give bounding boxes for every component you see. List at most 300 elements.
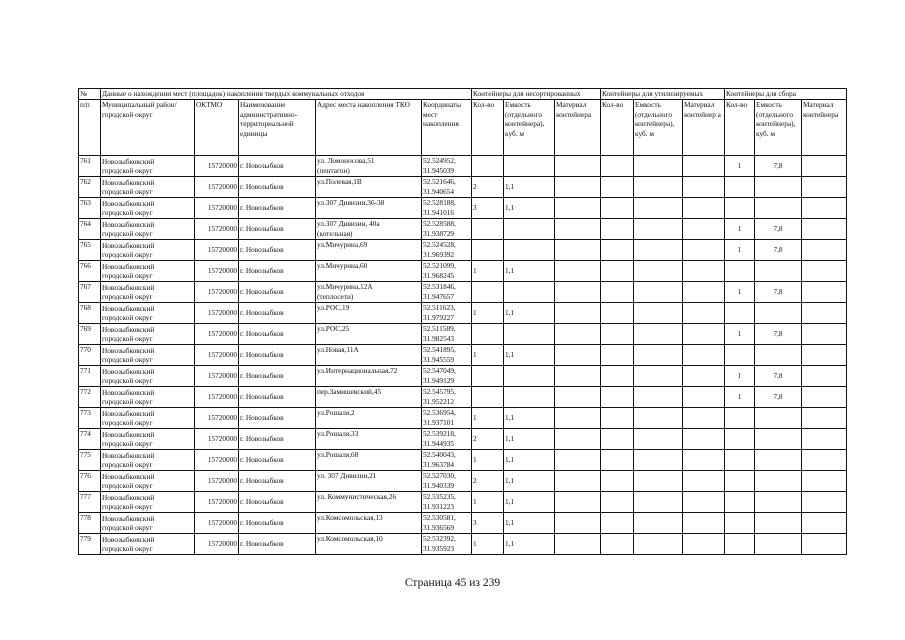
row-material-recycle <box>683 513 725 534</box>
row-material-recycle <box>683 219 725 240</box>
row-volume-collect <box>755 534 802 555</box>
row-material-unsorted <box>555 156 601 177</box>
row-number: 764 <box>79 219 101 240</box>
row-city: г. Новозыбков <box>239 324 316 345</box>
row-count-collect <box>725 198 755 219</box>
row-count-unsorted: 2 <box>472 177 504 198</box>
row-address: пер.Замишевский,45 <box>316 387 422 408</box>
row-material-unsorted <box>555 303 601 324</box>
row-coords: 52.528588, 31.938729 <box>422 219 472 240</box>
row-volume-unsorted <box>504 366 555 387</box>
row-material-collect <box>802 177 847 198</box>
row-count-recycle <box>601 450 634 471</box>
table-row <box>79 282 847 303</box>
row-volume-recycle <box>634 429 683 450</box>
row-region: Новозыбковский городской округ <box>101 282 195 303</box>
row-address: ул.Комсомольская,13 <box>316 513 422 534</box>
table-row <box>79 177 847 198</box>
row-volume-collect: 7,8 <box>755 387 802 408</box>
row-coords: 52.531846, 31.947657 <box>422 282 472 303</box>
row-volume-unsorted: 1,1 <box>504 198 555 219</box>
row-number: 771 <box>79 366 101 387</box>
row-count-recycle <box>601 156 634 177</box>
row-volume-unsorted: 1,1 <box>504 513 555 534</box>
row-material-collect <box>802 534 847 555</box>
row-city: г. Новозыбков <box>239 492 316 513</box>
row-count-collect: 1 <box>725 324 755 345</box>
row-material-recycle <box>683 282 725 303</box>
row-oktmo: 15720000 <box>195 534 239 555</box>
row-oktmo: 15720000 <box>195 471 239 492</box>
row-oktmo: 15720000 <box>195 303 239 324</box>
row-number: 767 <box>79 282 101 303</box>
table-row <box>79 345 847 366</box>
row-number: 768 <box>79 303 101 324</box>
table-row <box>79 324 847 345</box>
row-coords: 52.521099, 31.968245 <box>422 261 472 282</box>
row-region: Новозыбковский городской округ <box>101 450 195 471</box>
row-volume-collect <box>755 471 802 492</box>
row-volume-recycle <box>634 177 683 198</box>
row-count-unsorted: 1 <box>472 534 504 555</box>
row-count-collect: 1 <box>725 240 755 261</box>
row-coords: 52.539218, 31.944935 <box>422 429 472 450</box>
row-volume-unsorted: 1,1 <box>504 450 555 471</box>
table-row <box>79 471 847 492</box>
row-address: ул.РОС,25 <box>316 324 422 345</box>
row-count-unsorted: 2 <box>472 429 504 450</box>
row-material-collect <box>802 408 847 429</box>
row-volume-unsorted: 1,1 <box>504 534 555 555</box>
row-count-recycle <box>601 492 634 513</box>
row-volume-collect <box>755 513 802 534</box>
row-number: 761 <box>79 156 101 177</box>
row-volume-unsorted: 1,1 <box>504 471 555 492</box>
row-volume-collect <box>755 492 802 513</box>
row-material-recycle <box>683 303 725 324</box>
row-count-recycle <box>601 345 634 366</box>
row-count-collect: 1 <box>725 156 755 177</box>
row-volume-recycle <box>634 324 683 345</box>
row-material-recycle <box>683 450 725 471</box>
row-count-unsorted: 2 <box>472 471 504 492</box>
table-row <box>79 513 847 534</box>
row-count-unsorted <box>472 219 504 240</box>
row-material-collect <box>802 471 847 492</box>
row-volume-recycle <box>634 387 683 408</box>
row-city: г. Новозыбков <box>239 303 316 324</box>
row-number: 765 <box>79 240 101 261</box>
row-count-collect <box>725 429 755 450</box>
row-volume-recycle <box>634 534 683 555</box>
row-region: Новозыбковский городской округ <box>101 345 195 366</box>
header-volume-recycle: Емкость (отдельного контейнера), куб. м <box>634 100 683 156</box>
row-number: 770 <box>79 345 101 366</box>
row-count-unsorted <box>472 324 504 345</box>
header-num: № <box>79 89 101 100</box>
header-volume-collect: Емкость (отдельного контейнера), куб. м <box>755 100 802 156</box>
row-volume-unsorted <box>504 387 555 408</box>
row-oktmo: 15720000 <box>195 387 239 408</box>
row-material-unsorted <box>555 534 601 555</box>
row-oktmo: 15720000 <box>195 324 239 345</box>
row-count-unsorted: 1 <box>472 492 504 513</box>
row-material-collect <box>802 345 847 366</box>
row-material-unsorted <box>555 387 601 408</box>
row-address: ул.Мичурина,69 <box>316 240 422 261</box>
row-address: ул. Коммунистическая,26 <box>316 492 422 513</box>
row-address: ул.Рошаля,33 <box>316 429 422 450</box>
header-group-main: Данные о нахождении мест (площадок) накопления твердых коммунальных отходов <box>101 89 472 100</box>
row-number: 779 <box>79 534 101 555</box>
row-region: Новозыбковский городской округ <box>101 198 195 219</box>
row-region: Новозыбковский городской округ <box>101 387 195 408</box>
row-material-unsorted <box>555 177 601 198</box>
row-address: ул.Интернациональная,72 <box>316 366 422 387</box>
row-coords: 52.545795, 31.952212 <box>422 387 472 408</box>
row-address: ул.РОС,19 <box>316 303 422 324</box>
row-city: г. Новозыбков <box>239 471 316 492</box>
table-row <box>79 261 847 282</box>
row-volume-recycle <box>634 261 683 282</box>
row-volume-collect <box>755 408 802 429</box>
row-count-unsorted <box>472 156 504 177</box>
row-address: ул.Полевая,1В <box>316 177 422 198</box>
row-volume-unsorted: 1,1 <box>504 408 555 429</box>
row-count-collect: 1 <box>725 387 755 408</box>
row-volume-recycle <box>634 303 683 324</box>
row-count-unsorted: 3 <box>472 198 504 219</box>
row-count-recycle <box>601 429 634 450</box>
row-count-unsorted: 1 <box>472 303 504 324</box>
table-row <box>79 429 847 450</box>
row-address: ул. Ломоносова,51 (пентагон) <box>316 156 422 177</box>
row-count-recycle <box>601 408 634 429</box>
row-material-collect <box>802 240 847 261</box>
row-count-recycle <box>601 303 634 324</box>
row-material-recycle <box>683 156 725 177</box>
row-volume-collect: 7,8 <box>755 282 802 303</box>
row-material-collect <box>802 387 847 408</box>
row-oktmo: 15720000 <box>195 240 239 261</box>
row-city: г. Новозыбков <box>239 429 316 450</box>
row-number: 775 <box>79 450 101 471</box>
row-material-recycle <box>683 429 725 450</box>
row-region: Новозыбковский городской округ <box>101 534 195 555</box>
row-count-collect: 1 <box>725 219 755 240</box>
table-row <box>79 450 847 471</box>
row-number: 772 <box>79 387 101 408</box>
row-number: 773 <box>79 408 101 429</box>
row-coords: 52.547049, 31.949129 <box>422 366 472 387</box>
row-material-collect <box>802 429 847 450</box>
row-material-unsorted <box>555 450 601 471</box>
row-material-collect <box>802 282 847 303</box>
row-region: Новозыбковский городской округ <box>101 513 195 534</box>
row-volume-recycle <box>634 450 683 471</box>
row-count-collect <box>725 450 755 471</box>
header-oktmo: ОКТМО <box>195 100 239 156</box>
row-oktmo: 15720000 <box>195 492 239 513</box>
row-coords: 52.511623, 31.979227 <box>422 303 472 324</box>
row-material-unsorted <box>555 471 601 492</box>
row-city: г. Новозыбков <box>239 450 316 471</box>
row-material-collect <box>802 450 847 471</box>
row-volume-unsorted <box>504 282 555 303</box>
header-region: Муниципальный район/городской округ <box>101 100 195 156</box>
row-volume-unsorted <box>504 156 555 177</box>
row-oktmo: 15720000 <box>195 513 239 534</box>
row-region: Новозыбковский городской округ <box>101 156 195 177</box>
row-volume-unsorted <box>504 240 555 261</box>
row-count-unsorted: 1 <box>472 261 504 282</box>
row-volume-collect: 7,8 <box>755 156 802 177</box>
row-material-recycle <box>683 345 725 366</box>
row-count-unsorted: 3 <box>472 513 504 534</box>
header-material-unsorted: Материал контейнера <box>555 100 601 156</box>
row-count-recycle <box>601 219 634 240</box>
row-coords: 52.528188, 31.941016 <box>422 198 472 219</box>
row-volume-unsorted: 1,1 <box>504 177 555 198</box>
row-count-recycle <box>601 282 634 303</box>
row-count-unsorted: 1 <box>472 450 504 471</box>
row-city: г. Новозыбков <box>239 198 316 219</box>
row-address: ул. 307 Дивизии,21 <box>316 471 422 492</box>
row-count-recycle <box>601 366 634 387</box>
table-row <box>79 219 847 240</box>
row-count-recycle <box>601 324 634 345</box>
row-material-collect <box>802 303 847 324</box>
row-material-unsorted <box>555 345 601 366</box>
row-count-collect <box>725 492 755 513</box>
row-volume-recycle <box>634 408 683 429</box>
row-count-collect <box>725 345 755 366</box>
row-oktmo: 15720000 <box>195 282 239 303</box>
row-count-unsorted <box>472 282 504 303</box>
row-region: Новозыбковский городской округ <box>101 366 195 387</box>
row-address: ул.Мичурина,12А (теплосети) <box>316 282 422 303</box>
row-material-recycle <box>683 177 725 198</box>
row-region: Новозыбковский городской округ <box>101 219 195 240</box>
row-volume-recycle <box>634 156 683 177</box>
row-volume-collect <box>755 261 802 282</box>
row-coords: 52.524528, 31.969392 <box>422 240 472 261</box>
row-volume-collect <box>755 345 802 366</box>
table-row <box>79 240 847 261</box>
row-material-collect <box>802 219 847 240</box>
row-coords: 52.532392, 31.935923 <box>422 534 472 555</box>
row-oktmo: 15720000 <box>195 198 239 219</box>
row-material-recycle <box>683 324 725 345</box>
row-count-unsorted <box>472 240 504 261</box>
row-material-unsorted <box>555 261 601 282</box>
row-material-unsorted <box>555 408 601 429</box>
header-count-unsorted: Кол-во <box>472 100 504 156</box>
row-city: г. Новозыбков <box>239 219 316 240</box>
row-volume-collect: 7,8 <box>755 366 802 387</box>
row-region: Новозыбковский городской округ <box>101 408 195 429</box>
row-count-collect <box>725 471 755 492</box>
row-region: Новозыбковский городской округ <box>101 429 195 450</box>
row-count-collect <box>725 534 755 555</box>
row-address: ул.Рошаля,68 <box>316 450 422 471</box>
row-city: г. Новозыбков <box>239 513 316 534</box>
row-volume-unsorted <box>504 219 555 240</box>
row-oktmo: 15720000 <box>195 177 239 198</box>
row-material-unsorted <box>555 198 601 219</box>
row-city: г. Новозыбков <box>239 408 316 429</box>
table-row <box>79 198 847 219</box>
row-region: Новозыбковский городской округ <box>101 177 195 198</box>
row-coords: 52.511589, 31.982543 <box>422 324 472 345</box>
row-material-recycle <box>683 198 725 219</box>
row-coords: 52.521646, 31.940654 <box>422 177 472 198</box>
row-region: Новозыбковский городской округ <box>101 303 195 324</box>
row-volume-unsorted: 1,1 <box>504 303 555 324</box>
row-address: ул.Рошаля,2 <box>316 408 422 429</box>
row-region: Новозыбковский городской округ <box>101 240 195 261</box>
table-row <box>79 408 847 429</box>
row-count-recycle <box>601 513 634 534</box>
row-coords: 52.527030, 31.940339 <box>422 471 472 492</box>
row-city: г. Новозыбков <box>239 366 316 387</box>
header-address: Адрес места накопления ТКО <box>316 100 422 156</box>
row-material-collect <box>802 156 847 177</box>
row-number: 769 <box>79 324 101 345</box>
row-material-recycle <box>683 261 725 282</box>
row-volume-unsorted: 1,1 <box>504 492 555 513</box>
row-material-unsorted <box>555 492 601 513</box>
table-row <box>79 387 847 408</box>
table-row <box>79 534 847 555</box>
row-volume-recycle <box>634 282 683 303</box>
row-city: г. Новозыбков <box>239 534 316 555</box>
row-count-collect <box>725 513 755 534</box>
row-material-collect <box>802 366 847 387</box>
waste-sites-table <box>78 88 847 555</box>
row-oktmo: 15720000 <box>195 261 239 282</box>
row-volume-collect <box>755 450 802 471</box>
row-material-unsorted <box>555 513 601 534</box>
row-volume-unsorted: 1,1 <box>504 261 555 282</box>
row-region: Новозыбковский городской округ <box>101 261 195 282</box>
table-row <box>79 366 847 387</box>
row-oktmo: 15720000 <box>195 429 239 450</box>
table-row <box>79 492 847 513</box>
row-coords: 52.536954, 31.937101 <box>422 408 472 429</box>
row-coords: 52.535235, 31.931223 <box>422 492 472 513</box>
row-volume-recycle <box>634 471 683 492</box>
row-material-recycle <box>683 534 725 555</box>
row-coords: 52.541895, 31.945559 <box>422 345 472 366</box>
row-city: г. Новозыбков <box>239 261 316 282</box>
header-material-collect: Материал контейнера <box>802 100 847 156</box>
row-material-unsorted <box>555 282 601 303</box>
row-volume-collect <box>755 429 802 450</box>
row-count-recycle <box>601 240 634 261</box>
row-volume-recycle <box>634 198 683 219</box>
row-volume-collect <box>755 177 802 198</box>
row-count-collect <box>725 303 755 324</box>
row-count-collect <box>725 261 755 282</box>
row-count-unsorted <box>472 387 504 408</box>
row-volume-unsorted <box>504 324 555 345</box>
row-coords: 52.524952, 31.945039 <box>422 156 472 177</box>
header-group-unsorted: Контейнеры для несортированных <box>472 89 601 100</box>
header-group-collect: Контейнеры для сбора <box>725 89 847 100</box>
row-material-collect <box>802 261 847 282</box>
row-volume-collect: 7,8 <box>755 240 802 261</box>
row-oktmo: 15720000 <box>195 345 239 366</box>
row-material-unsorted <box>555 219 601 240</box>
row-material-recycle <box>683 408 725 429</box>
row-count-recycle <box>601 177 634 198</box>
row-material-recycle <box>683 471 725 492</box>
header-volume-unsorted: Емкость (отдельного контейнера), куб. м <box>504 100 555 156</box>
row-count-unsorted <box>472 366 504 387</box>
row-material-collect <box>802 492 847 513</box>
row-count-collect: 1 <box>725 366 755 387</box>
header-material-recycle: Материал контейнер а <box>683 100 725 156</box>
row-volume-collect: 7,8 <box>755 324 802 345</box>
row-volume-recycle <box>634 240 683 261</box>
row-address: ул.Комсомольская,10 <box>316 534 422 555</box>
row-city: г. Новозыбков <box>239 156 316 177</box>
row-city: г. Новозыбков <box>239 345 316 366</box>
row-material-collect <box>802 324 847 345</box>
row-volume-recycle <box>634 345 683 366</box>
page-number: Страница 45 из 239 <box>404 577 501 589</box>
row-number: 776 <box>79 471 101 492</box>
row-coords: 52.530581, 31.936569 <box>422 513 472 534</box>
row-count-unsorted: 1 <box>472 345 504 366</box>
row-volume-recycle <box>634 492 683 513</box>
row-city: г. Новозыбков <box>239 387 316 408</box>
row-material-recycle <box>683 387 725 408</box>
row-count-recycle <box>601 387 634 408</box>
row-city: г. Новозыбков <box>239 177 316 198</box>
row-coords: 52.540043, 31.963784 <box>422 450 472 471</box>
row-address: ул.Мичурина,60 <box>316 261 422 282</box>
row-address: ул.307 Дивизии, 40а (котельная) <box>316 219 422 240</box>
row-number: 763 <box>79 198 101 219</box>
row-volume-recycle <box>634 219 683 240</box>
row-oktmo: 15720000 <box>195 219 239 240</box>
row-material-unsorted <box>555 429 601 450</box>
row-count-recycle <box>601 534 634 555</box>
table-row <box>79 303 847 324</box>
row-volume-recycle <box>634 513 683 534</box>
row-number: 778 <box>79 513 101 534</box>
row-number: 774 <box>79 429 101 450</box>
table-row <box>79 156 847 177</box>
header-group-recycle: Контейнеры для утилизируемых <box>601 89 725 100</box>
row-count-collect: 1 <box>725 282 755 303</box>
row-count-recycle <box>601 261 634 282</box>
row-address: ул.Новая,11А <box>316 345 422 366</box>
row-volume-unsorted: 1,1 <box>504 429 555 450</box>
header-num-pp: п/п <box>79 100 101 156</box>
row-volume-recycle <box>634 366 683 387</box>
row-material-recycle <box>683 492 725 513</box>
row-count-recycle <box>601 471 634 492</box>
header-coords: Координаты мест накопления <box>422 100 472 156</box>
row-number: 777 <box>79 492 101 513</box>
row-count-collect <box>725 177 755 198</box>
row-region: Новозыбковский городской округ <box>101 324 195 345</box>
row-region: Новозыбковский городской округ <box>101 492 195 513</box>
row-volume-collect <box>755 303 802 324</box>
